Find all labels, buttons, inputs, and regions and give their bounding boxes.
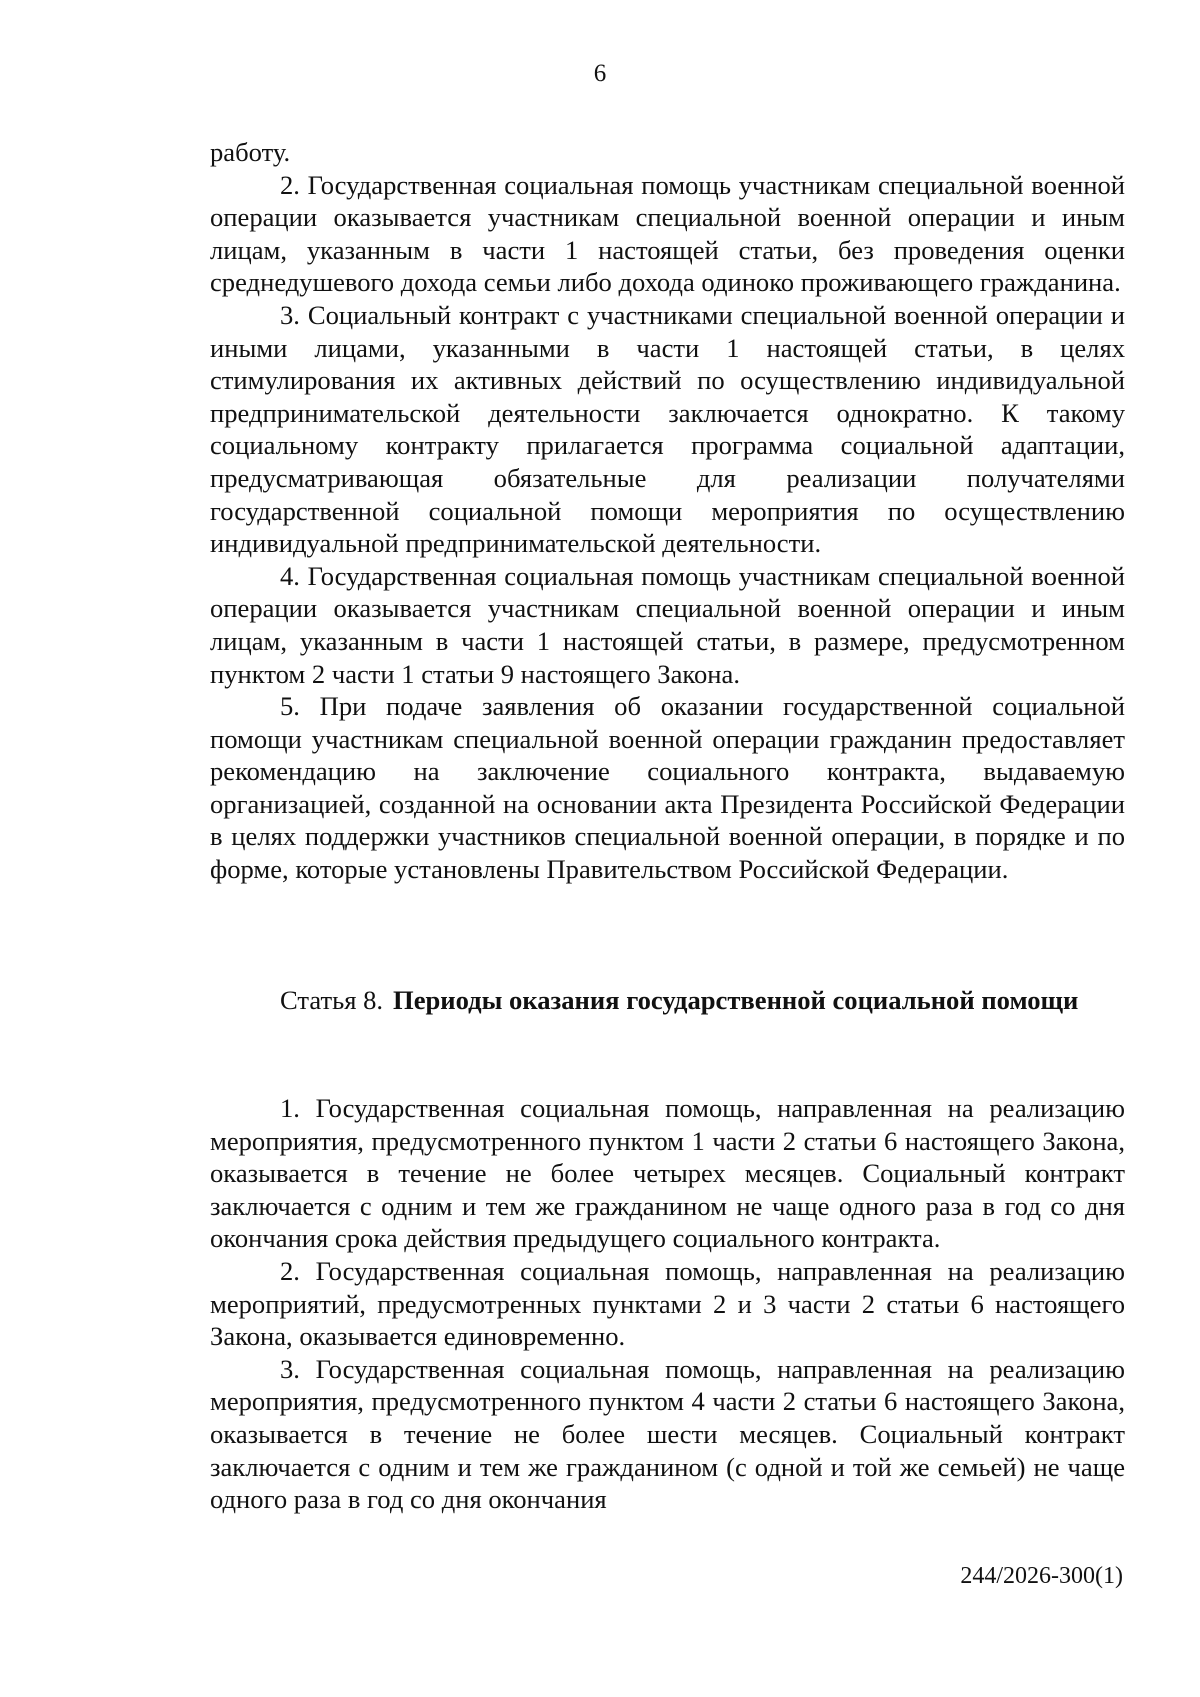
article-8-part-1: 1. Государственная социальная помощь, направленная на реализацию мероприятия, предусмотренного пунктом 1 части 2 статьи 6 настоящего Закона, оказывается в течение не более четырех месяцев. Социальный контракт заключается с одним и тем же гражданином не чаще одного раза в год со дня окончания срока действия предыдущего социального контракта. [210,1093,1125,1254]
document-code: 244/2026-300(1) [960,1563,1123,1589]
paragraph-part-2: 2. Государственная социальная помощь участникам специальной военной операции оказывается участникам специальной военной операции и иным лицам, указанным в части 1 настоящей статьи, без проведения оценки среднедушевого дохода семьи либо дохода одиноко проживающего гражданина. [210,169,1125,298]
article-8-part-3: 3. Государственная социальная помощь, направленная на реализацию мероприятия, предусмотренного пунктом 4 части 2 статьи 6 настоящего Закона, оказывается в течение не более шести месяцев. Социальный контракт заключается с одним и тем же гражданином (с одной и той же семьей) не чаще одного раза в год со дня окончания [210,1353,1125,1515]
paragraph-part-5: 5. При подаче заявления об оказании государственной социальной помощи участникам специальной военной операции гражданин предоставляет рекомендацию на заключение социального контракта, выдаваемую организацией, созданной на основании акта Президента Российской Федерации в целях поддержки участников специальной военной операции, в порядке и по форме, которые установлены Правительством Российской Федерации. [210,691,1125,885]
article-number: Статья 8. [280,985,384,1015]
body-text-block-1 [210,136,1125,886]
page-number: 6 [593,60,607,87]
paragraph-continuation: работу. [210,137,291,167]
article-title: Периоды оказания государственной социальной помощи [393,985,1079,1015]
body-text-block-2 [210,1092,1125,1516]
article-heading [280,984,1125,1017]
paragraph-part-4: 4. Государственная социальная помощь участникам специальной военной операции оказывается участникам специальной военной операции и иным лицам, указанным в части 1 настоящей статьи, в размере, предусмотренном пунктом 2 части 1 статьи 9 настоящего Закона. [210,560,1125,689]
article-8-part-2: 2. Государственная социальная помощь, направленная на реализацию мероприятий, предусмотренных пунктами 2 и 3 части 2 статьи 6 настоящего Закона, оказывается единовременно. [210,1255,1125,1352]
paragraph-part-3: 3. Социальный контракт с участниками специальной военной операции и иными лицами, указанными в части 1 настоящей статьи, в целях стимулирования их активных действий по осуществлению индивидуальной предпринимательской деятельности заключается однократно. К такому социальному контракту прилагается программа социальной адаптации, предусматривающая обязательные для реализации получателями государственной социальной помощи мероприятия по осуществлению индивидуальной предпринимательской деятельности. [210,299,1125,559]
